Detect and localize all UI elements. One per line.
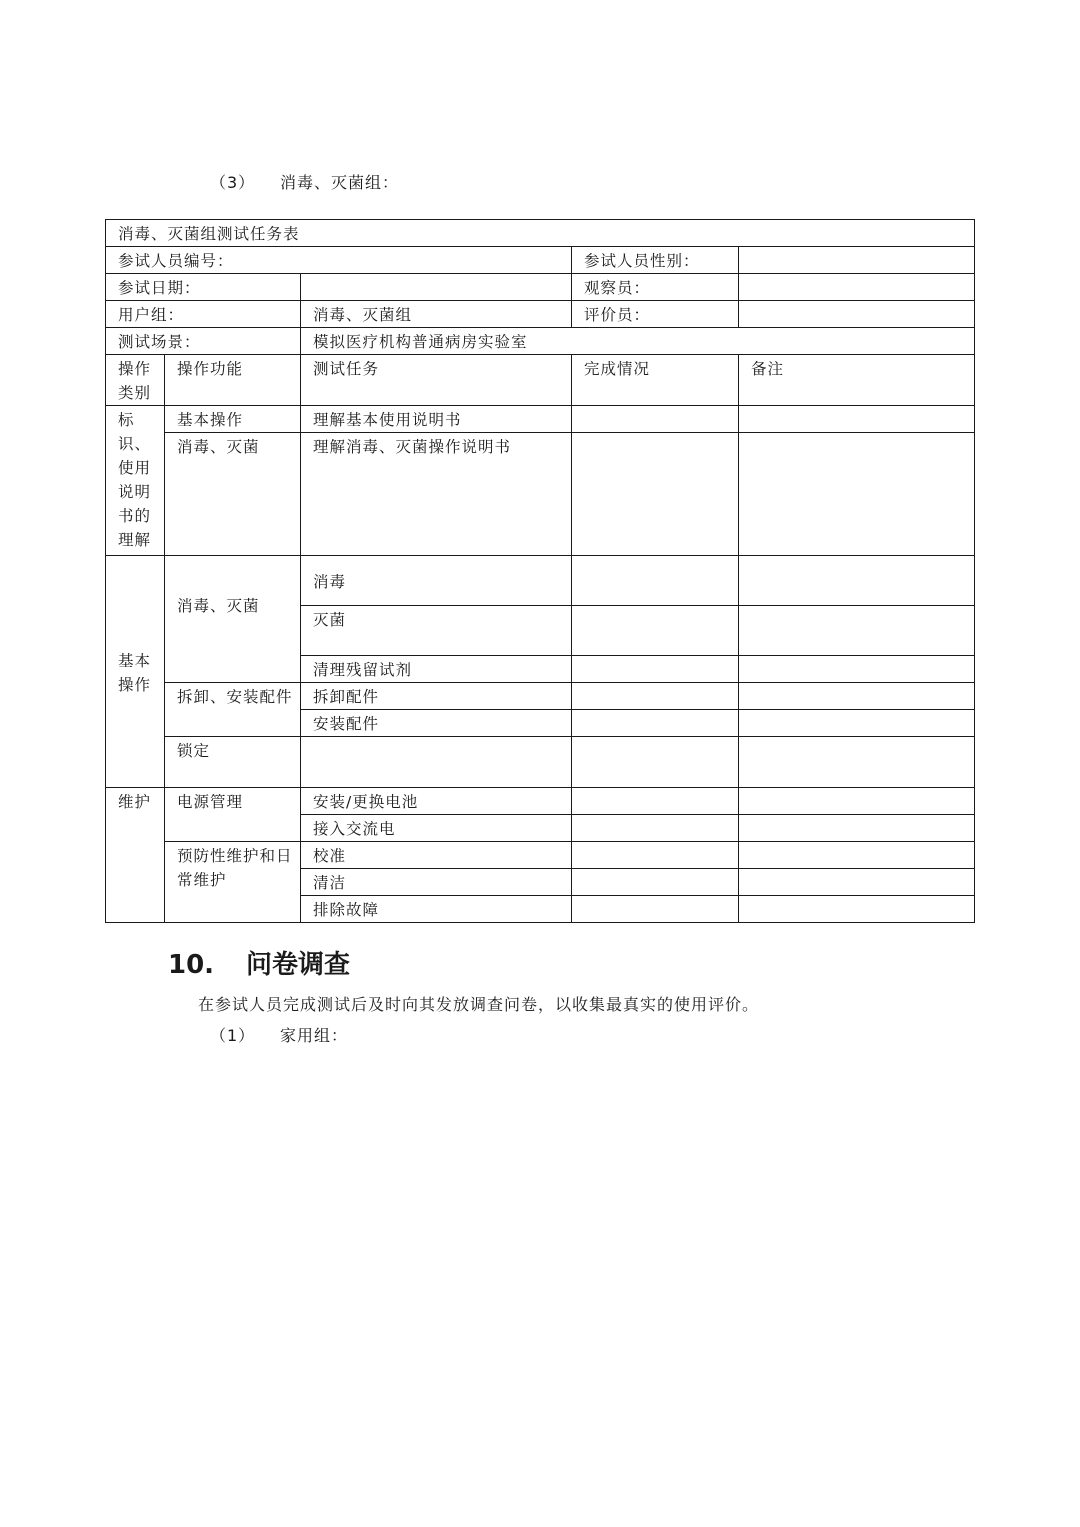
remarks-cell (739, 710, 975, 737)
header-remarks: 备注 (739, 355, 975, 406)
header-completion: 完成情况 (572, 355, 739, 406)
task-install-parts: 安装配件 (301, 710, 572, 737)
subsection-3-number: （3） (210, 173, 256, 192)
user-group-value: 消毒、灭菌组 (301, 301, 572, 328)
participant-gender-value (739, 247, 975, 274)
test-date-label: 参试日期： (106, 274, 301, 301)
function-preventive-maintenance: 预防性维护和日常维护 (165, 842, 301, 923)
completion-cell (572, 710, 739, 737)
remarks-cell (739, 815, 975, 842)
remarks-cell (739, 556, 975, 606)
table-title: 消毒、灭菌组测试任务表 (106, 220, 975, 247)
completion-cell (572, 842, 739, 869)
table-row (106, 220, 975, 247)
header-category: 操作类别 (106, 355, 165, 406)
task-troubleshoot: 排除故障 (301, 896, 572, 923)
completion-cell (572, 433, 739, 556)
table-row (106, 842, 975, 869)
completion-cell (572, 406, 739, 433)
participant-gender-label: 参试人员性别： (572, 247, 739, 274)
header-function: 操作功能 (165, 355, 301, 406)
completion-cell (572, 556, 739, 606)
table-row (106, 406, 975, 433)
task-disinfect: 消毒 (301, 556, 572, 606)
remarks-cell (739, 433, 975, 556)
task-sterilize: 灭菌 (301, 606, 572, 656)
user-group-label: 用户组： (106, 301, 301, 328)
subsection-1-label: 家用组： (280, 1026, 349, 1045)
task-understand-basic-manual: 理解基本使用说明书 (301, 406, 572, 433)
completion-cell (572, 788, 739, 815)
function-disassemble-install: 拆卸、安装配件 (165, 683, 301, 737)
evaluator-label: 评价员： (572, 301, 739, 328)
function-lock: 锁定 (165, 737, 301, 788)
subsection-3-label: 消毒、灭菌组： (280, 173, 400, 192)
task-understand-disinfection-manual: 理解消毒、灭菌操作说明书 (301, 433, 572, 556)
subsection-1-number: （1） (210, 1026, 256, 1045)
remarks-cell (739, 869, 975, 896)
completion-cell (572, 815, 739, 842)
remarks-cell (739, 406, 975, 433)
evaluator-value (739, 301, 975, 328)
completion-cell (572, 737, 739, 788)
table-row (106, 301, 975, 328)
table-row (106, 274, 975, 301)
remarks-cell (739, 737, 975, 788)
remarks-cell (739, 896, 975, 923)
table-row (106, 328, 975, 355)
test-date-value (301, 274, 572, 301)
task-disassemble-parts: 拆卸配件 (301, 683, 572, 710)
task-connect-ac-power: 接入交流电 (301, 815, 572, 842)
category-manual: 标识、使用说明书的理解 (106, 406, 165, 556)
scenario-label: 测试场景： (106, 328, 301, 355)
questionnaire-paragraph: 在参试人员完成测试后及时向其发放调查问卷，以收集最真实的使用评价。 (198, 995, 760, 1014)
remarks-cell (739, 842, 975, 869)
observer-label: 观察员： (572, 274, 739, 301)
subsection-3-heading (210, 170, 399, 193)
task-cell (301, 737, 572, 788)
category-basic-operation: 基本操作 (106, 556, 165, 788)
participant-id-label: 参试人员编号： (106, 247, 572, 274)
task-clean: 清洁 (301, 869, 572, 896)
scenario-value: 模拟医疗机构普通病房实验室 (301, 328, 975, 355)
table-row (106, 247, 975, 274)
section-10-title (168, 944, 350, 981)
remarks-cell (739, 788, 975, 815)
table-header-row (106, 355, 975, 406)
task-install-replace-battery: 安装/更换电池 (301, 788, 572, 815)
completion-cell (572, 606, 739, 656)
subsection-1-heading (210, 1023, 348, 1046)
header-task: 测试任务 (301, 355, 572, 406)
remarks-cell (739, 683, 975, 710)
function-disinfection: 消毒、灭菌 (165, 433, 301, 556)
category-maintenance: 维护 (106, 788, 165, 923)
remarks-cell (739, 606, 975, 656)
completion-cell (572, 656, 739, 683)
table-row (106, 683, 975, 710)
section-10-label: 问卷调查 (246, 950, 351, 980)
function-power-management: 电源管理 (165, 788, 301, 842)
completion-cell (572, 896, 739, 923)
task-clean-residual-reagent: 清理残留试剂 (301, 656, 572, 683)
table-row (106, 556, 975, 606)
completion-cell (572, 683, 739, 710)
table-row (106, 433, 975, 556)
observer-value (739, 274, 975, 301)
remarks-cell (739, 656, 975, 683)
completion-cell (572, 869, 739, 896)
function-basic-operation: 基本操作 (165, 406, 301, 433)
task-calibrate: 校准 (301, 842, 572, 869)
section-10-number: 10. (168, 950, 215, 980)
function-disinfection-sterilization: 消毒、灭菌 (165, 556, 301, 683)
test-task-table (105, 219, 975, 923)
table-row (106, 737, 975, 788)
table-row (106, 788, 975, 815)
